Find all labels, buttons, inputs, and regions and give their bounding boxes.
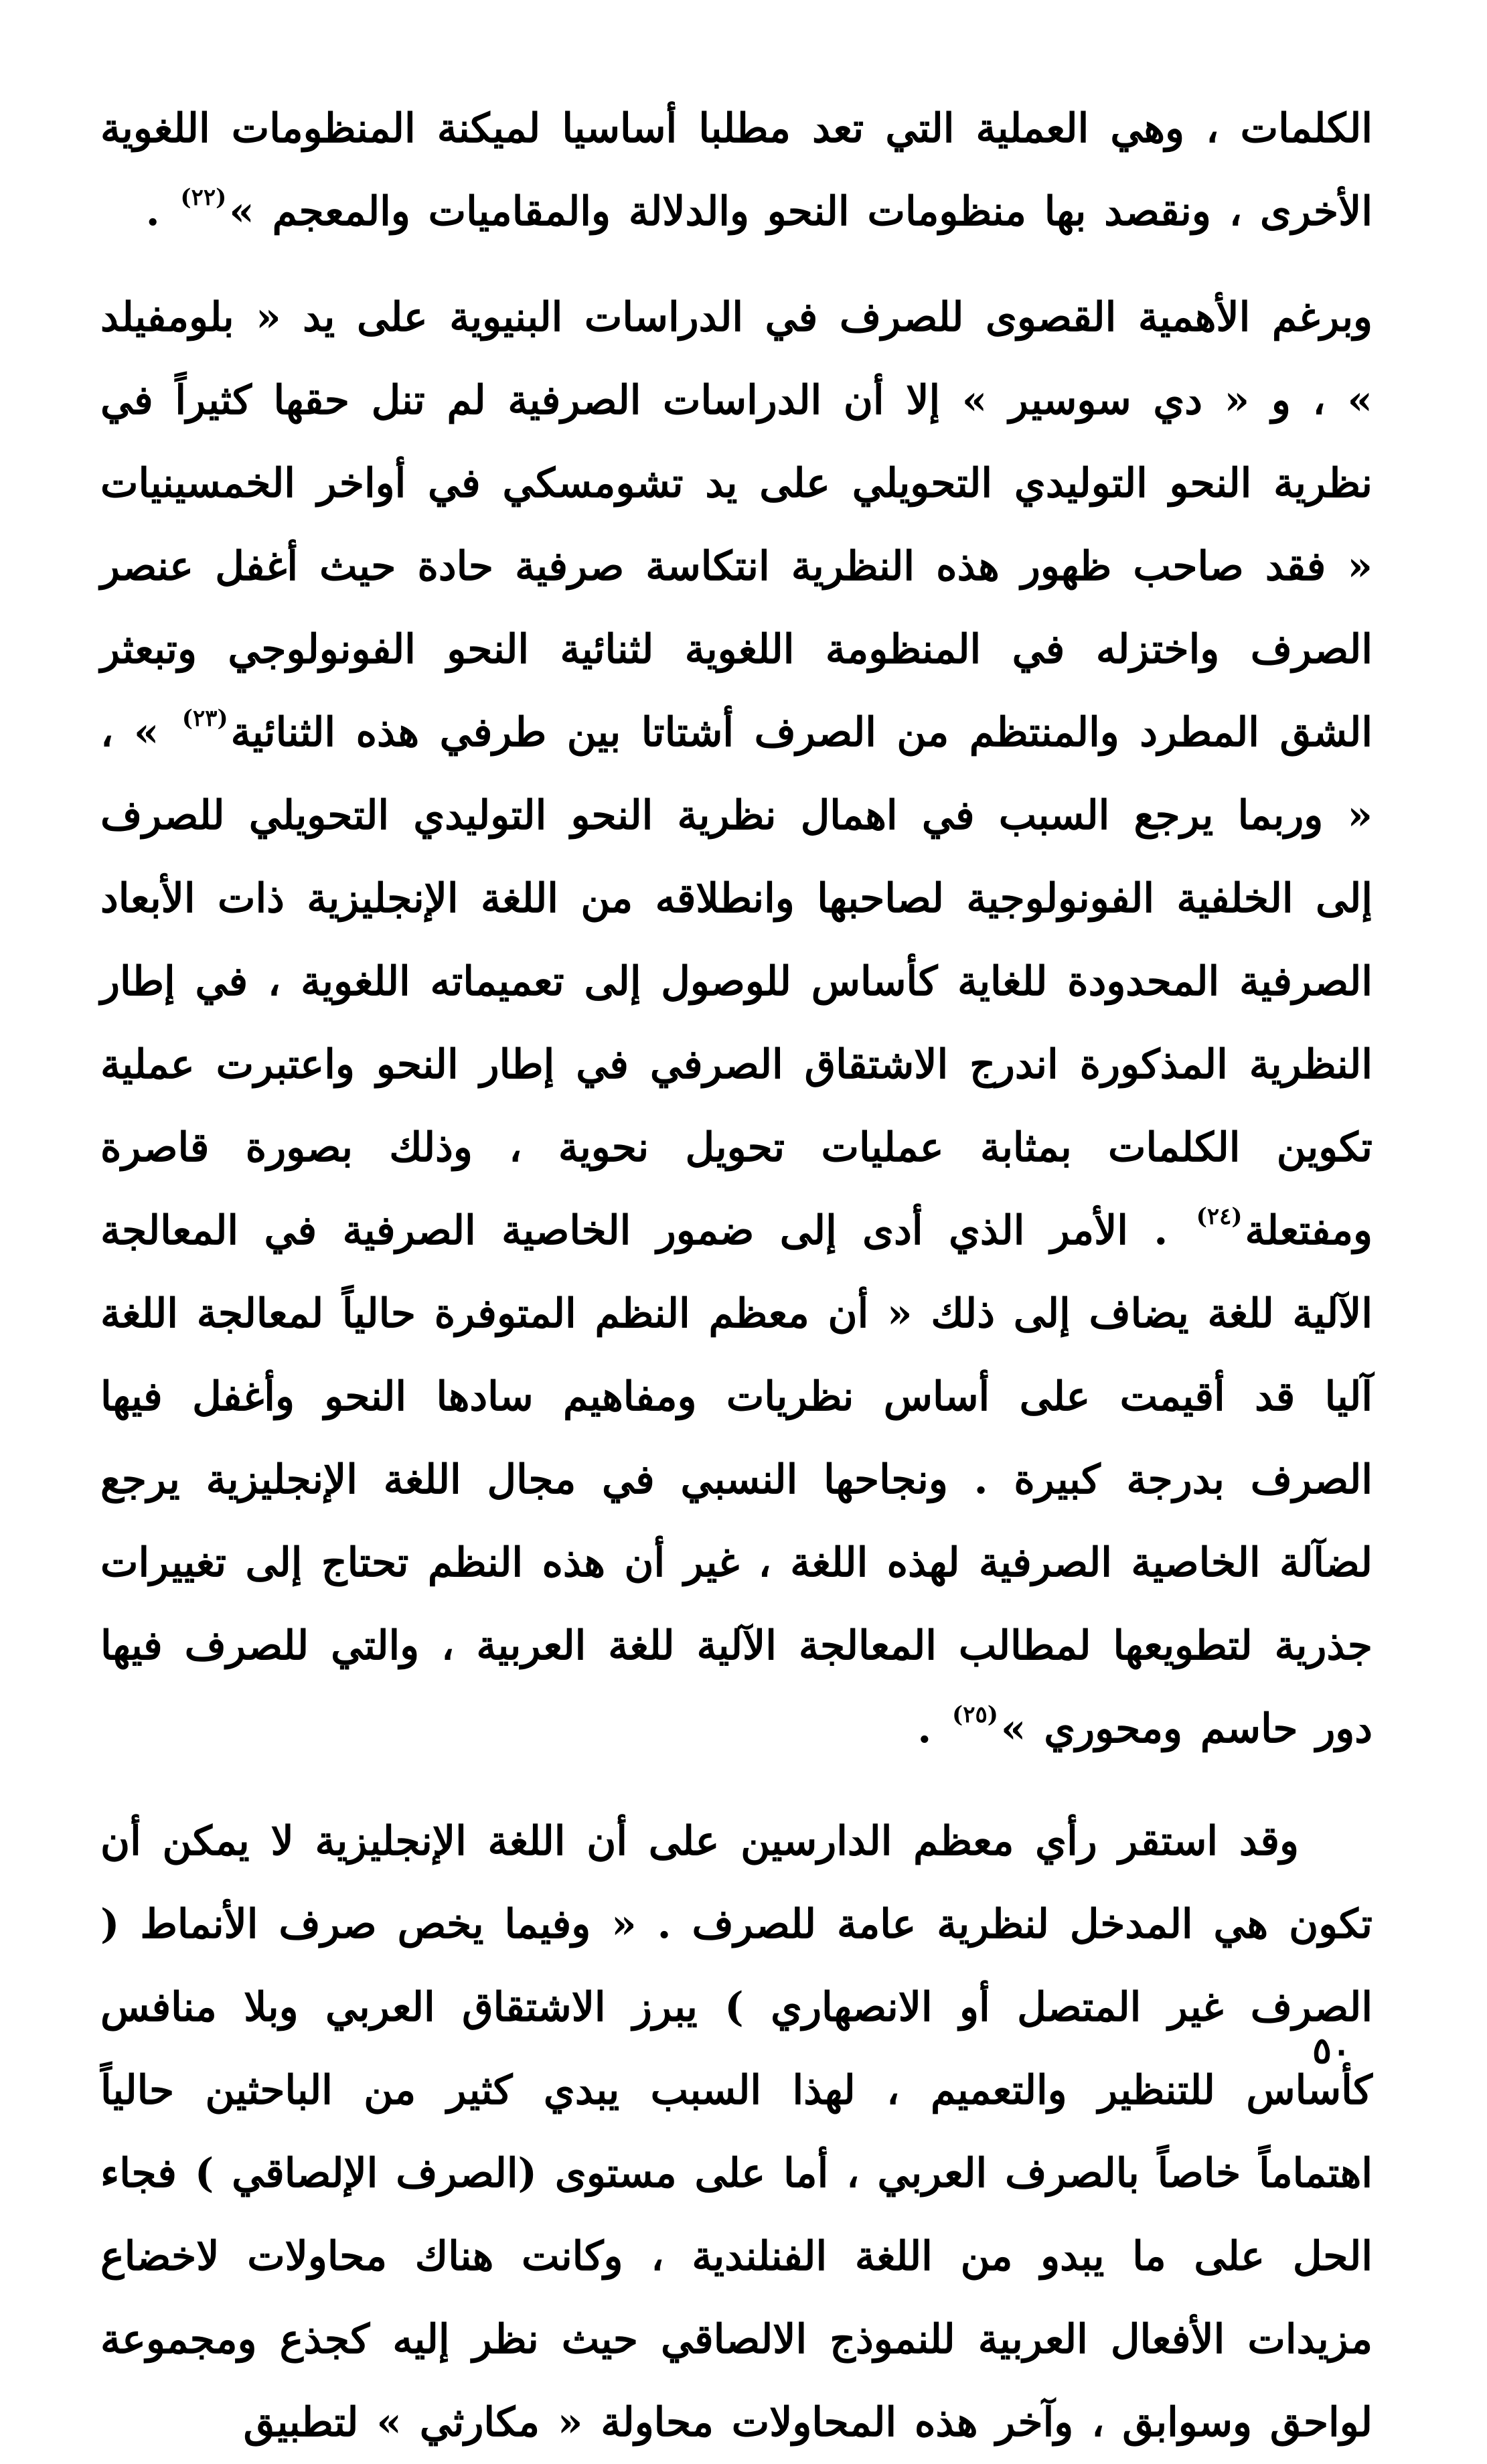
document-page <box>100 87 1373 2446</box>
paragraph-3 <box>100 1800 1373 2464</box>
footnote-ref-23: (٢٣) <box>181 705 228 732</box>
paragraph-2-text-4: . <box>917 1705 950 1752</box>
footnote-ref-25: (٢٥) <box>952 1701 998 1728</box>
paragraph-1-text-2: . <box>145 188 178 235</box>
footnote-ref-24: (٢٤) <box>1196 1203 1243 1230</box>
paragraph-1-text-1: الكلمات ، وهي العملية التي تعد مطلبا أساسيا لميكنة المنظومات اللغوية الأخرى ، ونقصد بها منظومات النحو والدلالة والمقاميات والمعجم » <box>100 105 1373 235</box>
paragraph-2-text-2: » ، « وربما يرجع السبب في اهمال نظرية النحو التوليدي التحويلي للصرف إلى الخلفية الفونولوجية لصاحبها وانطلاقه من اللغة الإنجليزية ذات الأبعاد الصرفية المحدودة للغاية كأساس للوصول إلى تعميماته اللغوية ، في إطار النظرية المذكورة اندرج الاشتقاق الصرفي في إطار النحو واعتبرت عملية تكوين الكلمات بمثابة عمليات تحويل نحوية ، وذلك بصورة قاصرة ومفتعلة <box>100 709 1373 1254</box>
footnote-ref-22: (٢٢) <box>180 184 227 211</box>
paragraph-3-text-1: وقد استقر رأي معظم الدارسين على أن اللغة الإنجليزية لا يمكن أن تكون هي المدخل لنظرية عامة للصرف . « وفيما يخص صرف الأنماط ( الصرف غير المتصل أو الانصهاري ) يبرز الاشتقاق العربي وبلا منافس كأساس للتنظير والتعميم ، لهذا السبب يبدي كثير من الباحثين حالياً اهتماماً خاصاً بالصرف العربي ، أما على مستوى (الصرف الإلصاقي ) فجاء الحل على ما يبدو من اللغة الفنلندية ، وكانت هناك محاولات لاخضاع مزيدات الأفعال العربية للنموذج الالصاقي حيث نظر إليه كجذع ومجموعة لواحق وسوابق ، وآخر هذه المحاولات محاولة « مكارثي » لتطبيق <box>100 1818 1373 2446</box>
paragraph-1 <box>100 87 1373 253</box>
paragraph-2-text-3: . الأمر الذي أدى إلى ضمور الخاصية الصرفية في المعالجة الآلية للغة يضاف إلى ذلك « أن معظم النظم المتوفرة حالياً لمعالجة اللغة آليا قد أقيمت على أساس نظريات ومفاهيم سادها النحو وأغفل فيها الصرف بدرجة كبيرة . ونجاحها النسبي في مجال اللغة الإنجليزية يرجع لضآلة الخاصية الصرفية لهذه اللغة ، غير أن هذه النظم تحتاج إلى تغييرات جذرية لتطويعها لمطالب المعالجة الآلية للغة العربية ، والتي للصرف فيها دور حاسم ومحوري » <box>100 1207 1373 1752</box>
paragraph-2-text-1: وبرغم الأهمية القصوى للصرف في الدراسات البنيوية على يد « بلومفيلد » ، و « دي سوسير » إلا أن الدراسات الصرفية لم تنل حقها كثيراً في نظرية النحو التوليدي التحويلي على يد تشومسكي في أواخر الخمسينيات « فقد صاحب ظهور هذه النظرية انتكاسة صرفية حادة حيث أغفل عنصر الصرف واختزله في المنظومة اللغوية لثنائية النحو الفونولوجي وتبعثر الشق المطرد والمنتظم من الصرف أشتاتا بين طرفي هذه الثنائية <box>100 294 1373 756</box>
paragraph-2 <box>100 276 1373 1770</box>
page-number: ٥٠ <box>1312 2029 1352 2072</box>
